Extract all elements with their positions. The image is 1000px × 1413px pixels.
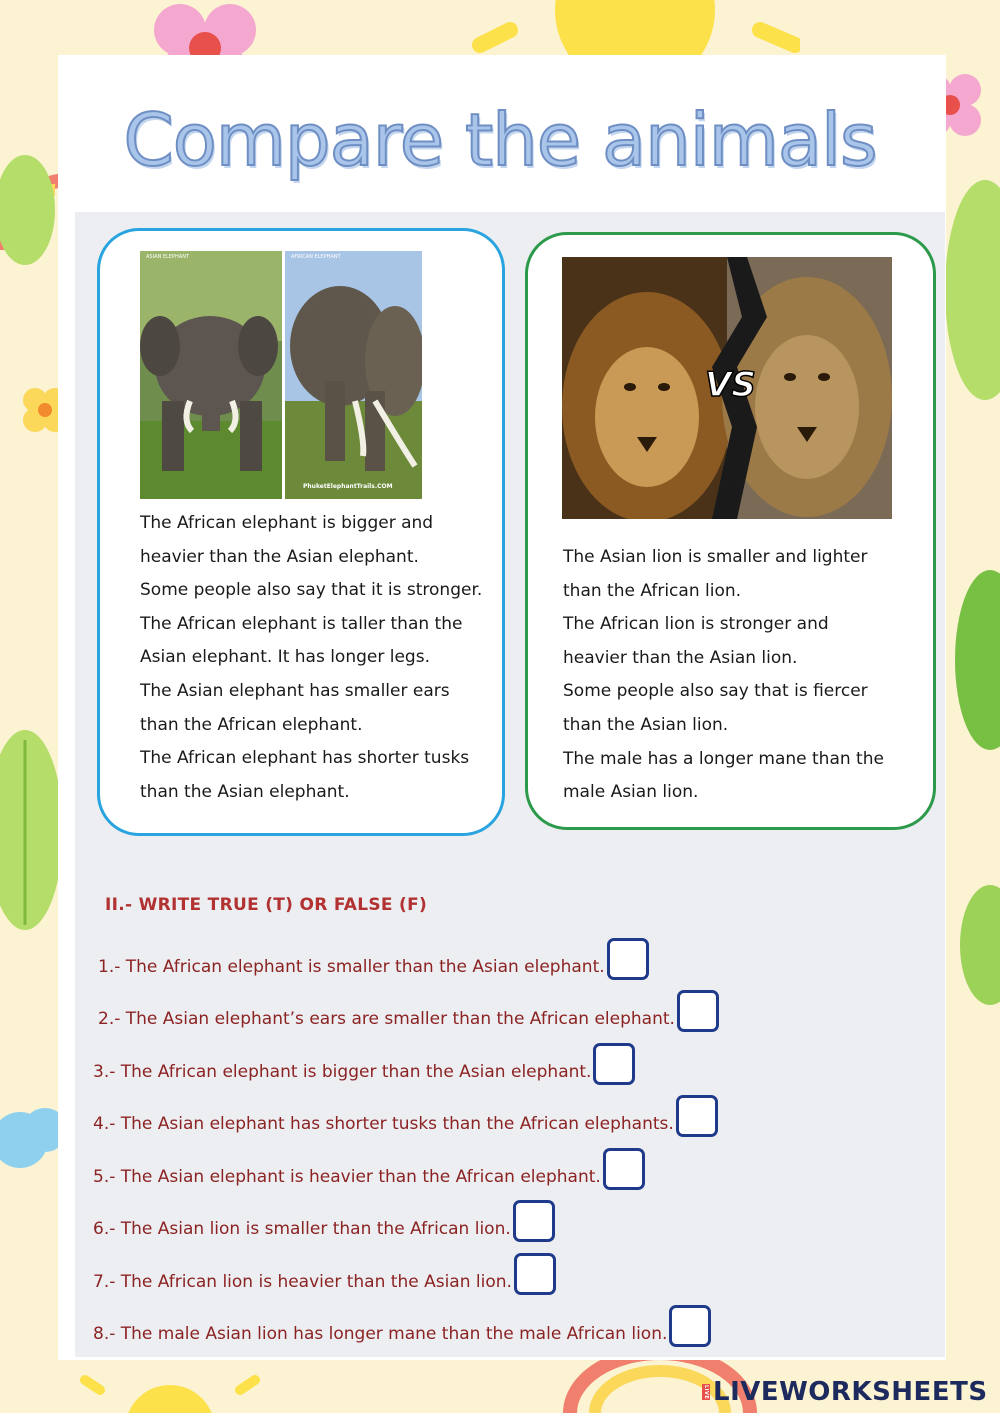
text-line: Asian elephant. It has longer legs. (140, 647, 430, 668)
liveworksheets-logo (702, 1377, 988, 1407)
text-line: The African elephant is bigger and (140, 513, 434, 533)
leaf-decoration (945, 560, 1000, 760)
question-4 (93, 1103, 718, 1145)
text-line: Some people also say that is fiercer (563, 681, 868, 702)
text-line: The African elephant has shorter tusks (140, 748, 470, 769)
question-text: 5.- The Asian elephant is heavier than the African elephant. (93, 1167, 601, 1187)
lion-comparison-photo (562, 257, 892, 519)
elephant-description (140, 507, 490, 809)
answer-box-7[interactable] (514, 1253, 556, 1295)
page-title: Compare the animals (123, 98, 877, 182)
sun-decoration (80, 1360, 260, 1413)
question-text: 8.- The male Asian lion has longer mane than the male African lion. (93, 1324, 668, 1344)
text-line: heavier than the Asian elephant. (140, 546, 419, 567)
text-line: than the Asian elephant. (140, 781, 350, 802)
leaf-decoration (945, 880, 1000, 1010)
question-7 (93, 1261, 556, 1303)
photo-watermark: PhuketElephantTrails.COM (303, 483, 393, 490)
answer-box-8[interactable] (669, 1305, 711, 1347)
text-line: The African lion is stronger and (563, 614, 829, 635)
answer-box-5[interactable] (603, 1148, 645, 1190)
question-text: 2.- The Asian elephant’s ears are smaller than the African elephant. (98, 1009, 675, 1029)
elephant-card (97, 228, 505, 836)
question-text: 7.- The African lion is heavier than the Asian lion. (93, 1272, 512, 1292)
exercise-heading: II.- WRITE TRUE (T) OR FALSE (F) (105, 895, 428, 915)
text-line: than the African elephant. (140, 714, 363, 735)
question-1 (98, 946, 649, 988)
leaf-decoration (940, 170, 1000, 410)
text-line: The male has a longer mane than the (563, 748, 884, 769)
text-line: than the African lion. (563, 580, 742, 601)
asian-elephant-photo (140, 251, 282, 499)
question-6 (93, 1208, 555, 1250)
text-line: The African elephant is taller than the (140, 613, 463, 634)
lion-card (525, 232, 936, 830)
question-text: 3.- The African elephant is bigger than the Asian elephant. (93, 1062, 592, 1082)
question-2 (98, 998, 719, 1040)
answer-box-4[interactable] (676, 1095, 718, 1137)
text-line: The Asian lion is smaller and lighter (563, 547, 868, 567)
text-line: male Asian lion. (563, 782, 699, 803)
african-elephant-photo (285, 251, 422, 499)
vs-label: VS (705, 365, 756, 405)
question-text: 4.- The Asian elephant has shorter tusks than the African elephants. (93, 1114, 674, 1134)
text-line: than the Asian lion. (563, 714, 729, 735)
question-8 (93, 1313, 711, 1355)
brand-badge: LIVE (703, 1384, 709, 1400)
lion-description (563, 541, 923, 810)
answer-box-3[interactable] (593, 1043, 635, 1085)
question-text: 1.- The African elephant is smaller than the Asian elephant. (98, 957, 605, 977)
text-line: heavier than the Asian lion. (563, 647, 798, 668)
question-3 (93, 1051, 635, 1093)
asian-elephant-label: ASIAN ELEPHANT (146, 254, 189, 260)
answer-box-6[interactable] (513, 1200, 555, 1242)
question-5 (93, 1156, 645, 1198)
question-text: 6.- The Asian lion is smaller than the African lion. (93, 1219, 511, 1239)
brand-name: LIVEWORKSHEETS (713, 1377, 988, 1407)
answer-box-1[interactable] (607, 938, 649, 980)
answer-box-2[interactable] (677, 990, 719, 1032)
text-line: Some people also say that it is stronger. (140, 580, 483, 601)
text-line: The Asian elephant has smaller ears (140, 680, 450, 701)
african-elephant-label: AFRICAN ELEPHANT (291, 254, 341, 260)
